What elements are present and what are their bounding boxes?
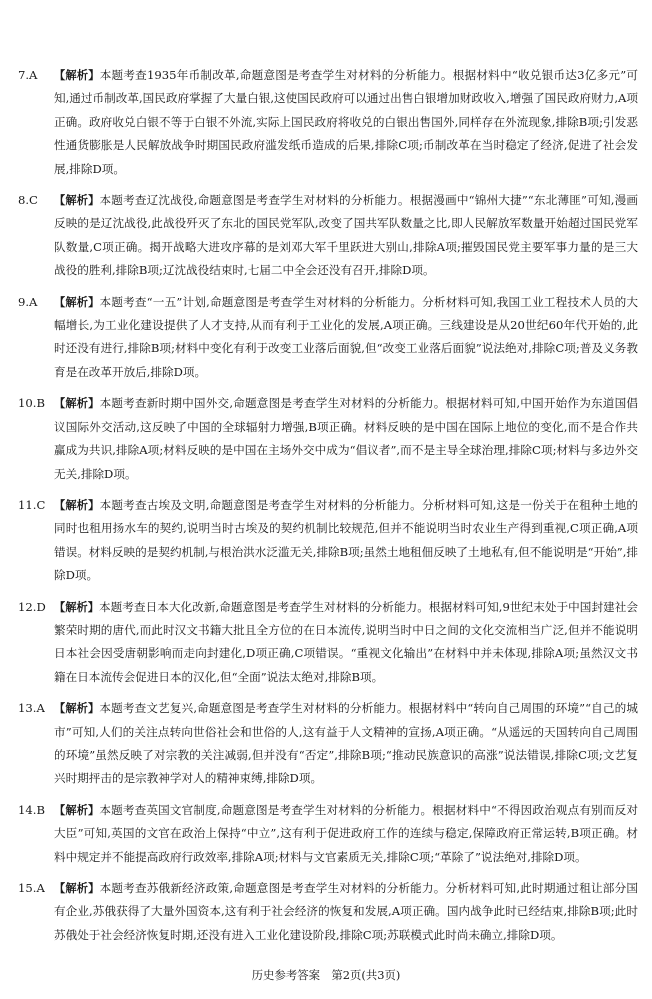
answer-content: [54, 596, 638, 690]
analysis-tag: 【解析】: [54, 882, 100, 895]
answer-text: 本题考查苏俄新经济政策,命题意图是考查学生对材料的分析能力。分析材料可知,此时期通过租让部分国有企业,苏俄获得了大量外国资本,这有利于社会经济的恢复和发展,A项正确。国内战争此时已经结束,排除B项;此时苏俄处于社会经济恢复时期,还没有进入工业化建设阶段,排除C项;苏联模式此时尚未确立,排除D项。: [54, 881, 638, 942]
answer-text: 本题考查古埃及文明,命题意图是考查学生对材料的分析能力。分析材料可知,这是一份关于在租种土地的同时也租用扬水车的契约,说明当时古埃及的契约机制比较规范,但并不能说明当时农业生产得到重视,C项正确,A项错误。材料反映的是契约机制,与根治洪水泛滥无关,排除B项;虽然土地租佃反映了土地私有,但不能说明是“开始”,排除D项。: [54, 497, 638, 583]
answer-number: 11.C: [18, 497, 46, 512]
answer-item-8: [18, 189, 638, 283]
answer-item-13: [18, 697, 638, 791]
analysis-tag: 【解析】: [54, 600, 99, 614]
analysis-tag: 【解析】: [54, 803, 100, 817]
answer-content: [54, 291, 638, 385]
answer-content: [54, 494, 638, 588]
answer-number: 8.C: [18, 193, 38, 208]
answer-text: 本题考查日本大化改新,命题意图是考查学生对材料的分析能力。根据材料可知,9世纪末处于中国封建社会繁荣时期的唐代,而此时汉文书籍大批且全方位的在日本流传,说明当时中日之间的文化交流相当广泛,但并不能说明日本社会因受唐朝影响而走向封建化,D项正确,C项错误。“重视文化输出”在材料中并未体现,排除A项;虽然汉文书籍在日本流传会促进日本的汉化,但“全面”说法太绝对,排除B项。: [54, 599, 638, 684]
answer-number: 10.B: [18, 396, 45, 411]
answer-content: [54, 189, 638, 283]
analysis-tag: 【解析】: [54, 194, 100, 208]
answer-content: [54, 64, 638, 181]
answer-item-7: [18, 64, 638, 181]
answer-item-14: [18, 799, 638, 869]
answer-text: 本题考查英国文官制度,命题意图是考查学生对材料的分析能力。根据材料中“不得因政治观点有别而反对大臣”可知,英国的文官在政治上保持“中立”,这有利于促进政府工作的连续与稳定,保障政府正常运转,B项正确。材料中规定并不能提高政府行政效率,排除A项;材料与文官素质无关,排除C项;“革除了”说法绝对,排除D项。: [54, 802, 638, 864]
answer-number: 9.A: [18, 294, 38, 309]
analysis-tag: 【解析】: [54, 498, 100, 512]
answer-number: 13.A: [18, 701, 45, 716]
answer-number: 14.B: [18, 802, 45, 817]
answer-number: 12.D: [18, 599, 46, 614]
answer-number: 15.A: [18, 881, 45, 895]
analysis-tag: 【解析】: [54, 69, 100, 82]
answer-list: [18, 64, 638, 955]
answer-item-15: [18, 877, 638, 947]
answer-content: [54, 877, 638, 947]
page-footer: 历史参考答案 第2页(共3页): [251, 968, 401, 982]
analysis-tag: 【解析】: [54, 702, 100, 716]
answer-content: [54, 697, 638, 791]
analysis-tag: 【解析】: [54, 397, 100, 411]
answer-text: 本题考查新时期中国外交,命题意图是考查学生对材料的分析能力。根据材料可知,中国开始作为东道国倡议国际外交活动,这反映了中国的全球辐射力增强,B项正确。材料反映的是中国在国际上地位的变化,而不是合作共赢成为共识,排除A项;材料反映的是中国在主场外交中成为“倡议者”,而不是主导全球治理,排除C项;材料与多边外交无关,排除D项。: [54, 396, 638, 481]
answer-number: 7.A: [18, 68, 38, 82]
answer-text: 本题考查辽沈战役,命题意图是考查学生对材料的分析能力。根据漫画中“锦州大捷”“东北薄匪”可知,漫画反映的是辽沈战役,此战役歼灭了东北的国民党军队,改变了国共军队数量之比,即人民解放军数量开始超过国民党军队数量,C项正确。揭开战略大进攻序幕的是刘邓大军千里跃进大别山,排除A项;摧毁国民党主要军事力量的是三大战役的胜利,排除B项;辽沈战役结束时,七届二中全会还没有召开,排除D项。: [54, 193, 638, 278]
answer-text: 本题考查“一五”计划,命题意图是考查学生对材料的分析能力。分析材料可知,我国工业工程技术人员的大幅增长,为工业化建设提供了人才支持,从而有利于工业化的发展,A项正确。三线建设是从20世纪60年代开始的,此时还没有进行,排除B项;材料中变化有利于改变工业落后面貌,但“改变工业落后面貌”说法绝对,排除C项;普及义务教育是在改革开放后,排除D项。: [54, 294, 638, 379]
answer-content: [54, 392, 638, 486]
answer-text: 本题考查文艺复兴,命题意图是考查学生对材料的分析能力。根据材料中“转向自己周围的环境”“自己的城市”可知,人们的关注点转向世俗社会和世俗的人,这有益于人文精神的宣扬,A项正确。“从遥远的天国转向自己周围的环境”虽然反映了对宗教的关注减弱,但并没有“否定”,排除B项;“推动民族意识的高涨”说法错误,排除C项;文艺复兴时期抨击的是宗教神学对人的精神束缚,排除D项。: [54, 701, 638, 786]
answer-text: 本题考查1935年币制改革,命题意图是考查学生对材料的分析能力。根据材料中“收兑银币达3亿多元”可知,通过币制改革,国民政府掌握了大量白银,这使国民政府可以通过出售白银增加财政收入,增强了国民政府财力,A项正确。政府收兑白银不等于白银不外流,实际上国民政府将收兑的白银出售国外,同样存在外流现象,排除B项;引发恶性通货膨胀是人民解放战争时期国民政府滥发纸币造成的后果,排除C项;币制改革在当时稳定了经济,促进了社会发展,排除D项。: [54, 68, 638, 176]
answer-item-10: [18, 392, 638, 486]
answer-item-9: [18, 291, 638, 385]
answer-item-12: [18, 596, 638, 690]
answer-item-11: [18, 494, 638, 588]
answer-content: [54, 799, 638, 869]
analysis-tag: 【解析】: [54, 295, 100, 309]
